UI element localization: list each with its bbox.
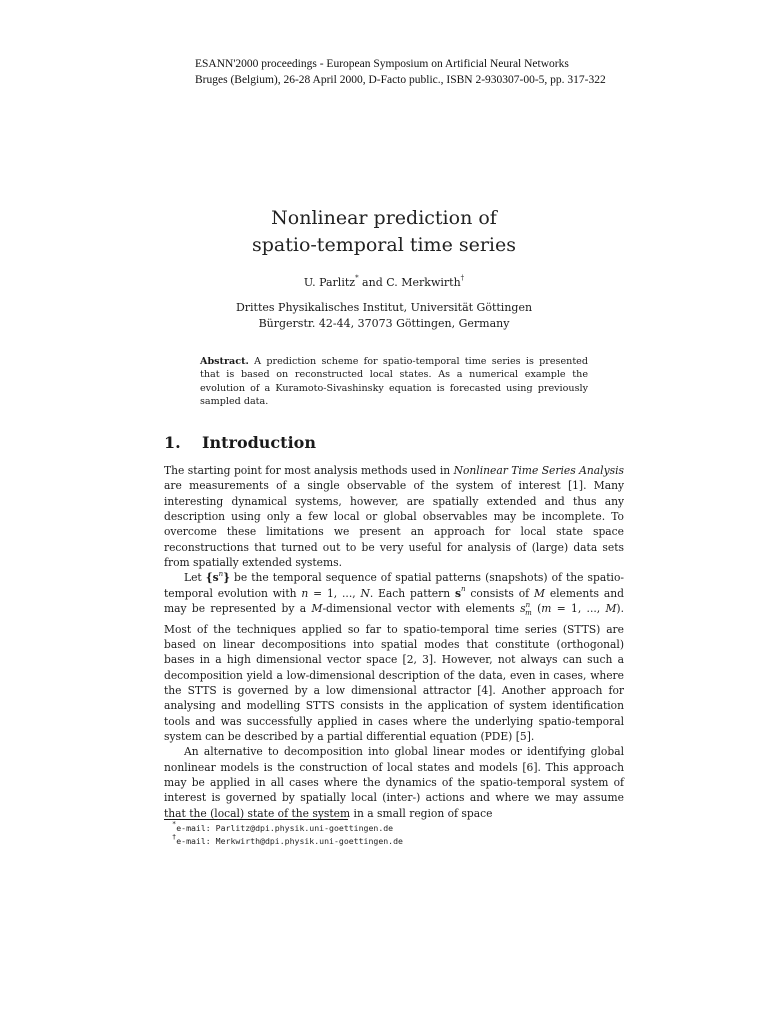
text-run: consists of	[465, 586, 534, 600]
header-line-2: Bruges (Belgium), 26-28 April 2000, D-Facto public., ISBN 2-930307-00-5, pp. 317-322	[195, 74, 606, 86]
math-symbol: n	[301, 586, 309, 600]
math-subscript: m	[525, 609, 532, 618]
author-2: C. Merkwirth	[386, 276, 461, 289]
text-run: The starting point for most analysis methods used in	[164, 464, 454, 477]
math-symbol: m	[541, 602, 552, 616]
math-superscript: n	[461, 585, 466, 594]
text-run: = 1, ...,	[308, 586, 361, 600]
footnote-2-mark: †	[172, 833, 177, 842]
footnote-2-text: e-mail: Merkwirth@dpi.physik.uni-goettingen.de	[176, 836, 403, 846]
footnote-1-text: e-mail: Parlitz@dpi.physik.uni-goettingen.de	[176, 823, 394, 833]
paragraph-3: An alternative to decomposition into global linear modes or identifying global nonlinear models is the construction of local states and models [6]. This approach may be applied in all cases where the dynamics of the spatio-temporal system of interest is governed by spatially local (inter-) actions and where we may assume that the (local) state of the system in a small region of space	[164, 745, 624, 820]
abstract-label: Abstract.	[200, 356, 249, 367]
math-superscript: n	[525, 600, 531, 609]
math-symbol: }	[223, 571, 231, 585]
paragraph-2	[164, 570, 624, 744]
affiliation-line-2: Bürgerstr. 42-44, 37073 Göttingen, Germany	[258, 317, 510, 330]
footnotes	[172, 822, 403, 848]
author-conjunction: and	[358, 276, 387, 289]
proceedings-header	[195, 56, 645, 88]
text-run: Let	[184, 571, 206, 585]
text-run: be the temporal sequence of spatial patterns (snapshots) of the spatio-temporal evolution with	[164, 571, 624, 600]
text-run: elements and may be represented by a	[164, 586, 624, 616]
section-heading	[164, 432, 316, 454]
math-superscript: n	[218, 569, 224, 578]
math-symbol: N	[360, 586, 370, 600]
footnote-1	[172, 822, 403, 835]
text-run: -dimensional vector with elements	[322, 602, 521, 616]
author-1: U. Parlitz	[303, 276, 356, 289]
footnote-rule	[164, 819, 348, 820]
section-number: 1.	[164, 433, 181, 452]
text-run: ). Most of the techniques applied so far to spatio-temporal time series (STTS) are based on linear decompositions into spatial modes that constitute (orthogonal) bases in a high dimensional vector space [2, 3]. However, not always can such a decomposition yield a low-dimensional description of the data, even in cases, where the STTS is governed by a low dimensional attractor [4]. Another approach for analysing and modelling STTS consists in the application of system identification tools and was successfully applied in cases where the underlying spatio-temporal system can be described by a partial differential equation (PDE) [5].	[164, 602, 624, 743]
text-run: (	[531, 602, 542, 616]
author-list	[0, 275, 768, 291]
section-title: Introduction	[202, 433, 316, 452]
author-1-footnote-mark: *	[355, 274, 359, 283]
text-run: . Each pattern	[369, 586, 455, 600]
footnote-1-mark: *	[172, 820, 177, 829]
math-symbol: M	[534, 586, 545, 600]
paragraph-1	[164, 463, 624, 570]
text-run: are measurements of a single observable of the system of interest [1]. Many interesting dynamical systems, however, are spatially extended and thus any description using only a few local or global observables may be incomplete. To overcome these limitations we present an approach for local state space reconstructions that turned out to be very useful for analysis of (large) data sets from spatially extended systems.	[164, 479, 624, 570]
math-symbol: M	[605, 602, 617, 616]
math-symbol: {s	[205, 571, 219, 585]
title-line-1: Nonlinear prediction of	[271, 207, 497, 229]
math-symbol: M	[311, 602, 323, 616]
header-line-1: ESANN'2000 proceedings - European Symposium on Artificial Neural Networks	[195, 58, 569, 70]
footnote-2	[172, 835, 403, 848]
body-text	[164, 463, 624, 821]
text-run: = 1, ...,	[551, 602, 606, 616]
abstract	[200, 355, 588, 409]
author-2-footnote-mark: †	[460, 274, 465, 283]
title-line-2: spatio-temporal time series	[252, 234, 516, 256]
affiliation-line-1: Drittes Physikalisches Institut, Universität Göttingen	[235, 301, 533, 314]
math-symbol: s	[455, 586, 462, 600]
text-emphasis: Nonlinear Time Series Analysis	[453, 464, 624, 477]
math-symbol: s	[520, 602, 526, 616]
affiliation	[0, 300, 768, 332]
paper-title	[0, 205, 768, 259]
abstract-text: A prediction scheme for spatio-temporal time series is presented that is based on reconstructed local states. As a numerical example the evolution of a Kuramoto-Sivashinsky equation is forecasted using previously sampled data.	[200, 356, 588, 408]
